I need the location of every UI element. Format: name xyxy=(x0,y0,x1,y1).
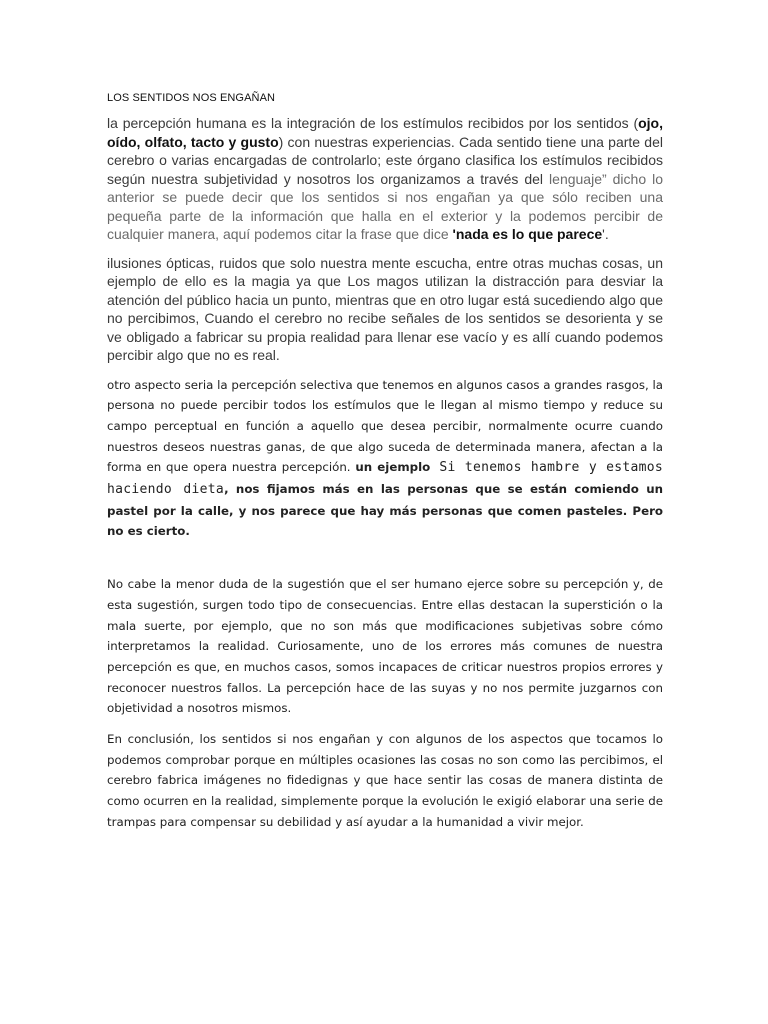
p1-text-c: ) con nuestras experiencias. Cada sentido tiene una parte del cerebro o varias encargadas de controlarlo; este órgano clasifica los estímulos recibidos según nuestra subjetividad y nosotros los organizamos a través del xyxy=(107,133,663,187)
paragraph-selective-perception xyxy=(107,375,663,543)
p1-text-f: '. xyxy=(602,226,609,242)
paragraph-optical-illusions: ilusiones ópticas, ruidos que solo nuestra mente escucha, entre otras muchas cosas, un ejemplo de ello es la magia ya que Los magos utilizan la distracción para desviar la atención del público hacia un punto, mientras que en otro lugar está sucediendo algo que no percibimos, Cuando el cerebro no recibe señales de los sentidos se desorienta y se ve obligado a fabricar su propia realidad para llenar ese vacío y es allí cuando podemos percibir algo que no es real. xyxy=(107,254,663,363)
document-page xyxy=(107,92,663,843)
p3-example-rest: , nos fijamos más en las personas que se están comiendo un pastel por la calle, y nos parece que hay más personas que comen pasteles. Pero no es cierto. xyxy=(107,482,663,539)
document-title: LOS SENTIDOS NOS ENGAÑAN xyxy=(107,92,276,104)
paragraph-senses-perception xyxy=(107,114,663,244)
p3-example-text: Si tenemos hambre y estamos haciendo dieta xyxy=(107,460,664,498)
p3-text-a: otro aspecto seria la percepción selectiva que tenemos en algunos casos a grandes rasgos, la persona no puede percibir todos los estímulos que le llegan al mismo tiempo y reduce su campo perceptual en función a aquello que desea percibir, normalmente ocurre cuando nuestros deseos nuestras ganas, de que algo suceda de determinada manera, afectan a la forma en que opera nuestra percepción. xyxy=(107,377,663,475)
paragraph-conclusion: En conclusión, los sentidos si nos engañan y con algunos de los aspectos que tocamos lo podemos comprobar porque en múltiples ocasiones las cosas no son como las percibimos, el cerebro fabrica imágenes no fidedignas y que hace sentir las cosas de manera distinta de como ocurren en la realidad, simplemente porque la evolución le exigió elaborar una serie de trampas para compensar su debilidad y así ayudar a la humanidad a vivir mejor. xyxy=(107,732,663,829)
p1-quote: 'nada es lo que parece xyxy=(452,226,603,242)
p1-senses-list: ojo, oído, olfato, tacto y gusto xyxy=(107,115,663,150)
paragraph-gap xyxy=(107,552,663,574)
p1-text-a: la percepción humana es la integración de los estímulos recibidos por los sentidos ( xyxy=(107,115,639,131)
p3-example-label: un ejemplo xyxy=(355,460,431,475)
p1-text-d: lenguaje” dicho lo anterior se puede decir que los sentidos si nos engañan ya que sólo reciben una pequeña parte de la información que halla en el exterior y la podemos percibir de cualquier manera, aquí podemos citar la frase que dice xyxy=(107,170,663,242)
paragraph-suggestion: No cabe la menor duda de la sugestión que el ser humano ejerce sobre su percepción y, de esta sugestión, surgen todo tipo de consecuencias. Entre ellas destacan la superstición o la mala suerte, por ejemplo, que no son más que modificaciones subjetivas sobre cómo interpretamos la realidad. Curiosamente, uno de los errores más comunes de nuestra percepción es que, en muchos casos, somos incapaces de criticar nuestros propios errores y reconocer nuestros fallos. La percepción hace de las suyas y no nos permite juzgarnos con objetividad a nosotros mismos. xyxy=(107,577,663,716)
